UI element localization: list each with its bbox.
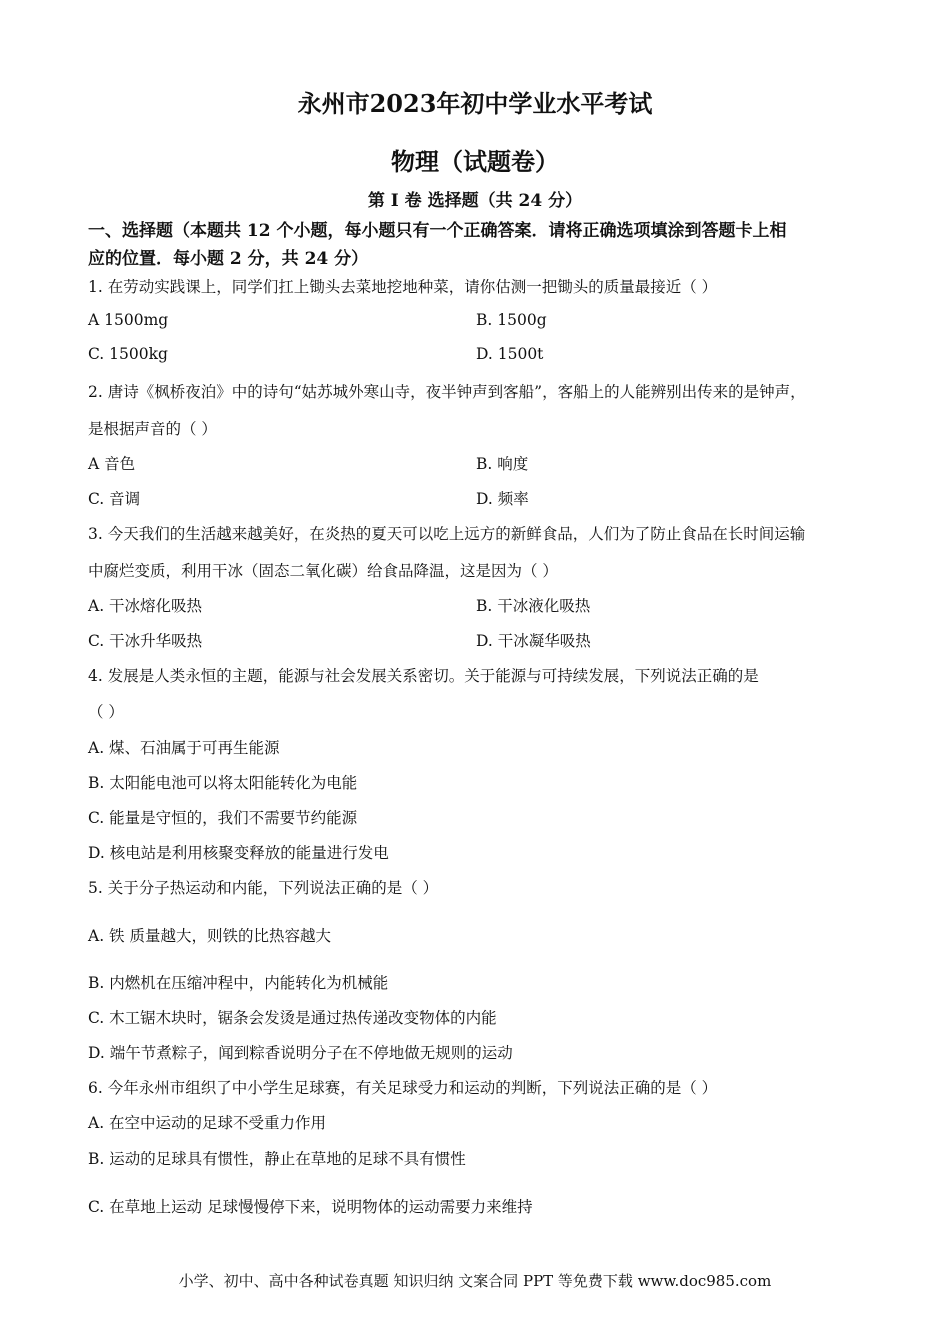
- question-1-option-d: D. 1500t: [476, 345, 544, 363]
- question-1-option-c: C. 1500kg: [88, 345, 168, 363]
- exam-title: 永州市2023年初中学业水平考试: [297, 89, 653, 118]
- question-2-option-c: C. 音调: [88, 490, 141, 508]
- question-3-stem-line1: 3. 今天我们的生活越来越美好，在炎热的夏天可以吃上远方的新鲜食品，人们为了防止食品在长时间运输: [88, 525, 806, 543]
- exam-subtitle: 物理（试题卷）: [391, 147, 559, 176]
- question-6-option-a: A. 在空中运动的足球不受重力作用: [88, 1114, 327, 1132]
- question-6-option-b: B. 运动的足球具有惯性，静止在草地的足球不具有惯性: [88, 1150, 466, 1168]
- question-1-option-b: B. 1500g: [476, 311, 547, 329]
- question-3-stem-line2: 中腐烂变质，利用干冰（固态二氧化碳）给食品降温，这是因为（ ）: [88, 562, 558, 580]
- question-5-stem: 5. 关于分子热运动和内能，下列说法正确的是（ ）: [88, 879, 439, 897]
- question-5-option-b: B. 内燃机在压缩冲程中，内能转化为机械能: [88, 974, 389, 992]
- question-1-option-a: A 1500mg: [88, 311, 169, 329]
- question-3-option-a: A. 干冰熔化吸热: [88, 597, 203, 615]
- question-2-option-b: B. 响度: [476, 455, 529, 473]
- part-instructions-line2: 应的位置．每小题 2 分，共 24 分）: [88, 249, 369, 269]
- question-3-option-d: D. 干冰凝华吸热: [476, 632, 591, 650]
- question-4-option-b: B. 太阳能电池可以将太阳能转化为电能: [88, 774, 358, 792]
- question-4-stem-line2: （ ）: [88, 703, 124, 721]
- question-4-option-d: D. 核电站是利用核聚变释放的能量进行发电: [88, 844, 389, 862]
- question-6-stem: 6. 今年永州市组织了中小学生足球赛，有关足球受力和运动的判断，下列说法正确的是（ ）: [88, 1079, 718, 1097]
- question-3-option-c: C. 干冰升华吸热: [88, 632, 203, 650]
- question-6-option-c: C. 在草地上运动 足球慢慢停下来，说明物体的运动需要力来维持: [88, 1198, 533, 1216]
- question-3-option-b: B. 干冰液化吸热: [476, 597, 591, 615]
- section-heading: 第 I 卷 选择题（共 24 分）: [367, 191, 583, 211]
- question-5-option-d: D. 端午节煮粽子，闻到粽香说明分子在不停地做无规则的运动: [88, 1044, 513, 1062]
- question-2-stem-line2: 是根据声音的（ ）: [88, 420, 217, 438]
- question-2-option-d: D. 频率: [476, 490, 529, 508]
- question-4-option-c: C. 能量是守恒的，我们不需要节约能源: [88, 809, 358, 827]
- question-5-option-a: A. 铁 质量越大，则铁的比热容越大: [88, 927, 331, 945]
- question-1-stem: 1. 在劳动实践课上，同学们扛上锄头去菜地挖地种菜，请你估测一把锄头的质量最接近（ ）: [88, 278, 718, 296]
- question-2-option-a: A 音色: [88, 455, 136, 473]
- question-4-option-a: A. 煤、石油属于可再生能源: [88, 739, 280, 757]
- part-instructions-line1: 一、选择题（本题共 12 个小题，每小题只有一个正确答案．请将正确选项填涂到答题卡上相: [88, 221, 787, 241]
- question-4-stem-line1: 4. 发展是人类永恒的主题，能源与社会发展关系密切。关于能源与可持续发展，下列说法正确的是: [88, 667, 759, 685]
- question-5-option-c: C. 木工锯木块时，锯条会发烫是通过热传递改变物体的内能: [88, 1009, 497, 1027]
- page-footer: 小学、初中、高中各种试卷真题 知识归纳 文案合同 PPT 等免费下载 www.doc985.com: [178, 1272, 772, 1290]
- question-2-stem-line1: 2. 唐诗《枫桥夜泊》中的诗句“姑苏城外寒山寺，夜半钟声到客船”，客船上的人能辨别出传来的是钟声，: [88, 383, 806, 401]
